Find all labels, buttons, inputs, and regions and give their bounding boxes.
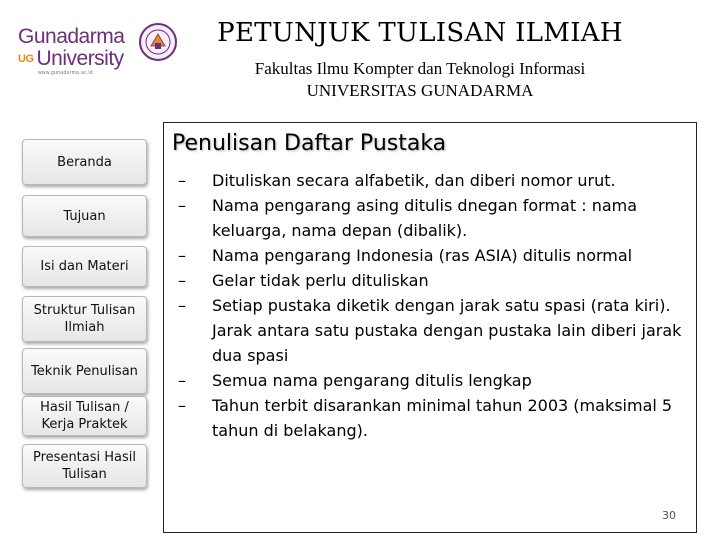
- university-logo: [14, 20, 174, 80]
- logo-name-line1: Gunadarma: [18, 25, 125, 48]
- university-subtitle: UNIVERSITAS GUNADARMA: [306, 81, 534, 100]
- bullet-dash: –: [178, 196, 186, 215]
- list-item: – Setiap pustaka diketik dengan jarak satu spasi (rata kiri). Jarak antara satu pustaka dengan pustaka lain diberi jarak dua spasi: [164, 293, 694, 368]
- list-item: – Nama pengarang asing ditulis dnegan format : nama keluarga, nama depan (dibalik).: [164, 193, 694, 243]
- list-item: – Nama pengarang Indonesia (ras ASIA) ditulis normal: [164, 243, 694, 268]
- bullet-dash: –: [178, 396, 186, 415]
- logo-prefix: UG: [18, 52, 34, 65]
- list-item: – Dituliskan secara alfabetik, dan diberi nomor urut.: [164, 168, 694, 193]
- bullet-dash: –: [178, 371, 186, 390]
- bullet-dash: –: [178, 296, 186, 315]
- bullet-dash: –: [178, 246, 186, 265]
- bullet-list: [164, 168, 694, 443]
- nav-button-presentasi-hasil-tulisan[interactable]: Presentasi Hasil Tulisan: [22, 444, 147, 488]
- list-item: – Tahun terbit disarankan minimal tahun 2003 (maksimal 5 tahun di belakang).: [164, 393, 694, 443]
- logo-url: www.gunadarma.ac.id: [38, 70, 93, 76]
- nav-button-teknik-penulisan[interactable]: Teknik Penulisan: [22, 348, 147, 394]
- bullet-dash: –: [178, 271, 186, 290]
- logo-name-line2: University: [36, 47, 124, 70]
- nav-button-tujuan[interactable]: Tujuan: [22, 195, 147, 237]
- list-item: – Gelar tidak perlu dituliskan: [164, 268, 694, 293]
- content-panel: [163, 122, 697, 533]
- page-title: PETUNJUK TULISAN ILMIAH: [217, 18, 623, 48]
- list-item: – Semua nama pengarang ditulis lengkap: [164, 368, 694, 393]
- section-title: Penulisan Daftar Pustaka: [172, 131, 447, 156]
- page-number: 30: [662, 509, 676, 522]
- bullet-dash: –: [178, 171, 186, 190]
- nav-button-beranda[interactable]: Beranda: [22, 139, 147, 185]
- nav-button-hasil-tulisan[interactable]: Hasil Tulisan / Kerja Praktek: [22, 396, 147, 436]
- nav-button-isi-dan-materi[interactable]: Isi dan Materi: [22, 246, 147, 287]
- faculty-subtitle: Fakultas Ilmu Kompter dan Teknologi Informasi: [254, 59, 586, 78]
- university-seal-icon: [138, 22, 178, 62]
- nav-button-struktur-tulisan-ilmiah[interactable]: Struktur Tulisan Ilmiah: [22, 296, 147, 342]
